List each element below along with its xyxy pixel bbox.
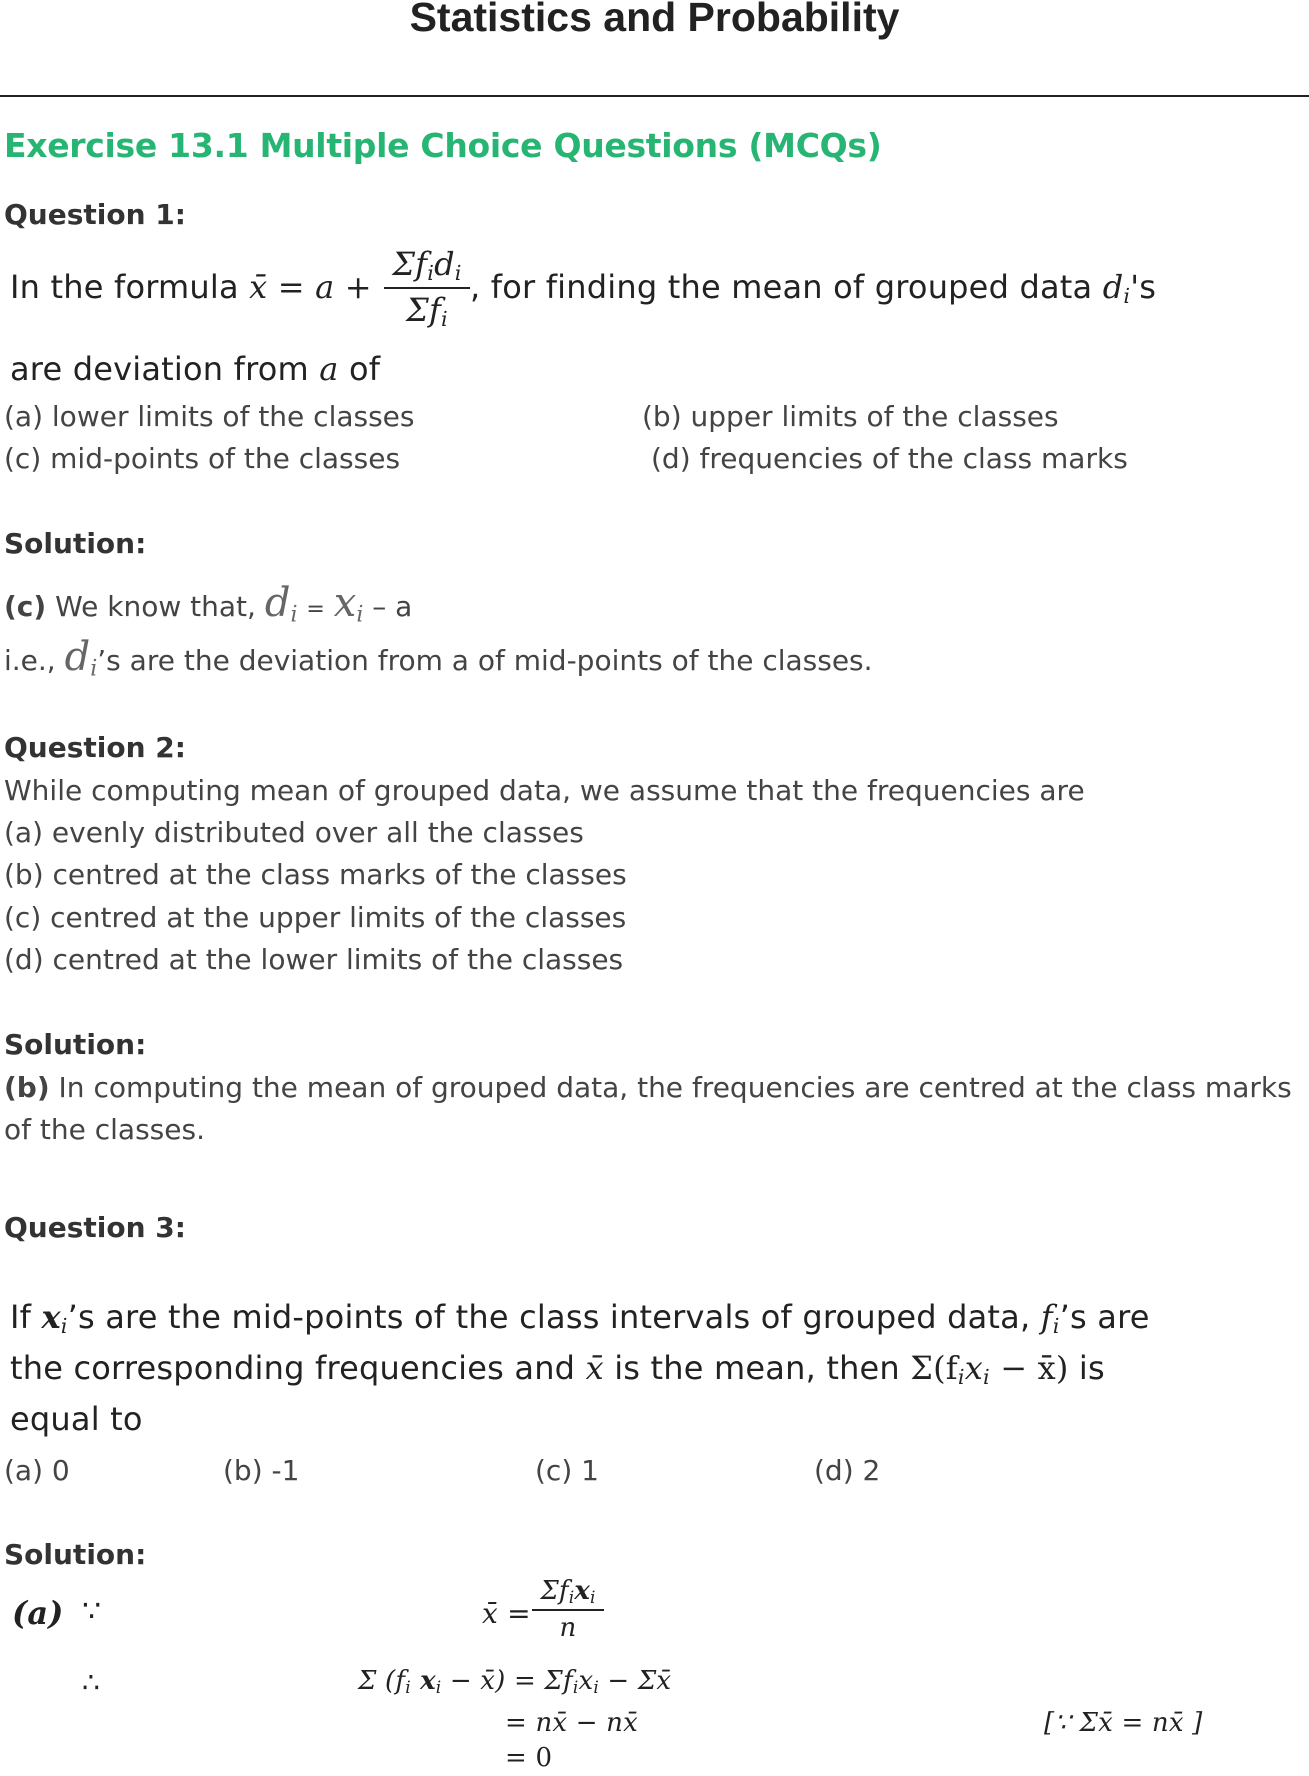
q1-solution-answer: (c)	[4, 590, 47, 623]
q1-option-d: (d) frequencies of the class marks	[651, 442, 1128, 475]
q2-solution-answer: (b)	[4, 1071, 50, 1104]
question-1-heading: Question 1:	[4, 198, 186, 231]
q3-solution-answer: (a)	[12, 1594, 64, 1632]
q2-solution-line1: (b) In computing the mean of grouped data, the frequencies are centred at the class marks	[4, 1071, 1292, 1104]
q1-solution-line1: (c) We know that, $d_i = x_i - a$	[4, 580, 413, 628]
because-symbol: ∵	[82, 1594, 102, 1629]
q1-solution-heading: Solution:	[4, 527, 147, 560]
q3-option-a: (a) 0	[4, 1454, 70, 1487]
q1-stem-intro: In the formula	[10, 268, 239, 306]
q3-solution-heading: Solution:	[4, 1538, 147, 1571]
page-title: Statistics and Probability	[409, 0, 900, 40]
question-3-heading: Question 3:	[4, 1211, 186, 1244]
q3-option-b: (b) -1	[223, 1454, 300, 1487]
q3-eq3-note: [∵ Σx̄ = nx̄ ]	[1044, 1708, 1203, 1738]
q3-eq1-bar	[532, 1609, 604, 1611]
question-1-stem-line2: are deviation from a of	[10, 350, 381, 388]
question-1-stem-line1-rest: , for finding the mean of grouped data $d_i's$	[470, 268, 1157, 309]
q2-solution-heading: Solution:	[4, 1028, 147, 1061]
q1-option-a: (a) lower limits of the classes	[4, 400, 415, 433]
q3-eq1-numerator: $\Sigma f_ix_i$	[540, 1576, 596, 1608]
q3-eq3: = nx̄ − nx̄	[505, 1708, 638, 1738]
q1-option-b: (b) upper limits of the classes	[642, 400, 1059, 433]
q1-fraction-bar	[384, 287, 470, 289]
q3-eq4: = 0	[505, 1743, 553, 1773]
therefore-symbol: ∴	[82, 1666, 101, 1699]
q3-eq1-denominator: n	[559, 1612, 577, 1643]
q1-formula-lhs: x̄ = a +	[249, 268, 372, 306]
question-3-stem-line2: the corresponding frequencies and x̄ is the mean, then $\Sigma(f_ix_i$ − x̄) is	[10, 1349, 1105, 1390]
question-3-stem-line3: equal to	[10, 1400, 143, 1438]
q2-option-a: (a) evenly distributed over all the classes	[4, 816, 584, 849]
q1-solution-line2: i.e., $d_i’s$ are the deviation from a of mid-points of the classes.	[4, 634, 873, 682]
q2-option-d: (d) centred at the lower limits of the classes	[4, 943, 624, 976]
q1-formula-denominator: $\Sigma f_i$	[406, 291, 448, 332]
question-2-stem: While computing mean of grouped data, we assume that the frequencies are	[4, 774, 1085, 807]
q3-option-d: (d) 2	[814, 1454, 881, 1487]
exercise-title: Exercise 13.1 Multiple Choice Questions (MCQs)	[4, 126, 882, 165]
question-2-heading: Question 2:	[4, 731, 186, 764]
q3-eq1-fraction	[532, 1576, 604, 1643]
q2-solution-line2: of the classes.	[4, 1113, 205, 1146]
q3-option-c: (c) 1	[535, 1454, 599, 1487]
q1-formula-numerator: $\Sigma f_id_i$	[392, 245, 462, 286]
q3-eq1-lhs: x̄ =	[482, 1597, 531, 1630]
q3-eq2: Σ ($f_i$ $x_i$ − x̄) = $\Sigma f_ix_i$ − Σx̄	[358, 1666, 672, 1698]
question-3-stem-line1: If $x_i’s$ are the mid-points of the class intervals of grouped data, $f_i’s$ are	[10, 1298, 1150, 1339]
q1-formula-fraction	[384, 245, 470, 331]
q2-option-b: (b) centred at the class marks of the classes	[4, 858, 627, 891]
q2-option-c: (c) centred at the upper limits of the classes	[4, 901, 627, 934]
header-divider	[0, 95, 1309, 97]
q1-option-c: (c) mid-points of the classes	[4, 442, 401, 475]
question-1-stem-line1	[10, 268, 372, 306]
